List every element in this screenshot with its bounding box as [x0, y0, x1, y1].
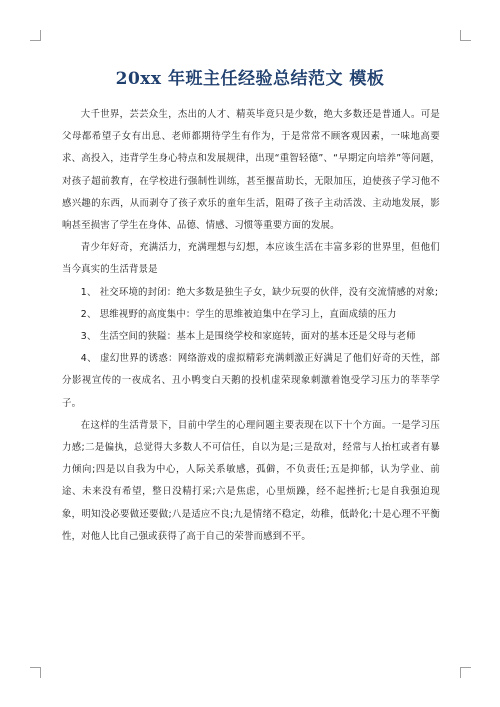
list-item-4: 4、 虚幻世界的诱惑：网络游戏的虚拟精彩充满刺激正好满足了他们好奇的天性，部分影视宣传的一夜成名、丑小鸭变白天鹅的投机虚荣现象刺激着饱受学习压力的莘莘学子。 — [62, 353, 440, 409]
page-title: 20xx 年班主任经验总结范文 模板 — [115, 69, 385, 89]
crop-mark-bottom-left — [30, 667, 41, 678]
crop-mark-top-left — [30, 30, 41, 41]
list-item-2: 2、 思维视野的高度集中：学生的思维被迫集中在学习上，直面成绩的压力 — [80, 308, 397, 320]
crop-mark-bottom-right — [460, 667, 471, 678]
document-body — [62, 104, 440, 548]
crop-mark-top-right — [460, 30, 471, 41]
list-item-1: 1、 社交环境的封闭：绝大多数是独生子女，缺少玩耍的伙伴，没有交流情感的对象; — [80, 286, 439, 298]
paragraph-background: 青少年好奇，充满活力，充满理想与幻想，本应该生活在丰富多彩的世界里，但他们当今真实的生活背景是 — [62, 242, 440, 276]
paragraph-problems: 在这样的生活背景下，目前中学生的心理问题主要表现在以下十个方面。一是学习压力感;二是偏执，总觉得大多数人不可信任，自以为是;三是敌对，经常与人抬杠或者有暴力倾向;四是以自我为中心，人际关系敏感，孤僻，不负责任;五是抑郁，认为学业、前途、未来没有希望，整日没精打采;六是焦虑，心里烦躁，经不起挫折;七是自我强迫现象，明知没必要做还要做;八是适应不良;九是情绪不稳定，幼稚，低龄化;十是心理不平衡性，对他人比自己强或获得了高于自己的荣誉而感到不平。 — [62, 419, 440, 542]
list-item-3: 3、 生活空间的狭隘：基本上是围绕学校和家庭转，面对的基本还是父母与老师 — [80, 331, 416, 343]
paragraph-intro: 大千世界，芸芸众生，杰出的人才、精英毕竟只是少数，绝大多数还是普通人。可是父母都希望子女有出息、老师都期待学生有作为，于是常常不顾客观因素，一味地高要求、高投入，违背学生身心特点和发展规律，出现“重智轻德”、“早期定向培养”等问题，对孩子超前教育，在学校进行强制性训练，甚至揠苗助长，无限加压，迫使孩子学习他不感兴趣的东西，从而剥夺了孩子欢乐的童年生活，阻碍了孩子主动活泼、主动地发展，影响甚至损害了学生在身体、品德、情感、习惯等重要方面的发展。 — [62, 109, 440, 232]
